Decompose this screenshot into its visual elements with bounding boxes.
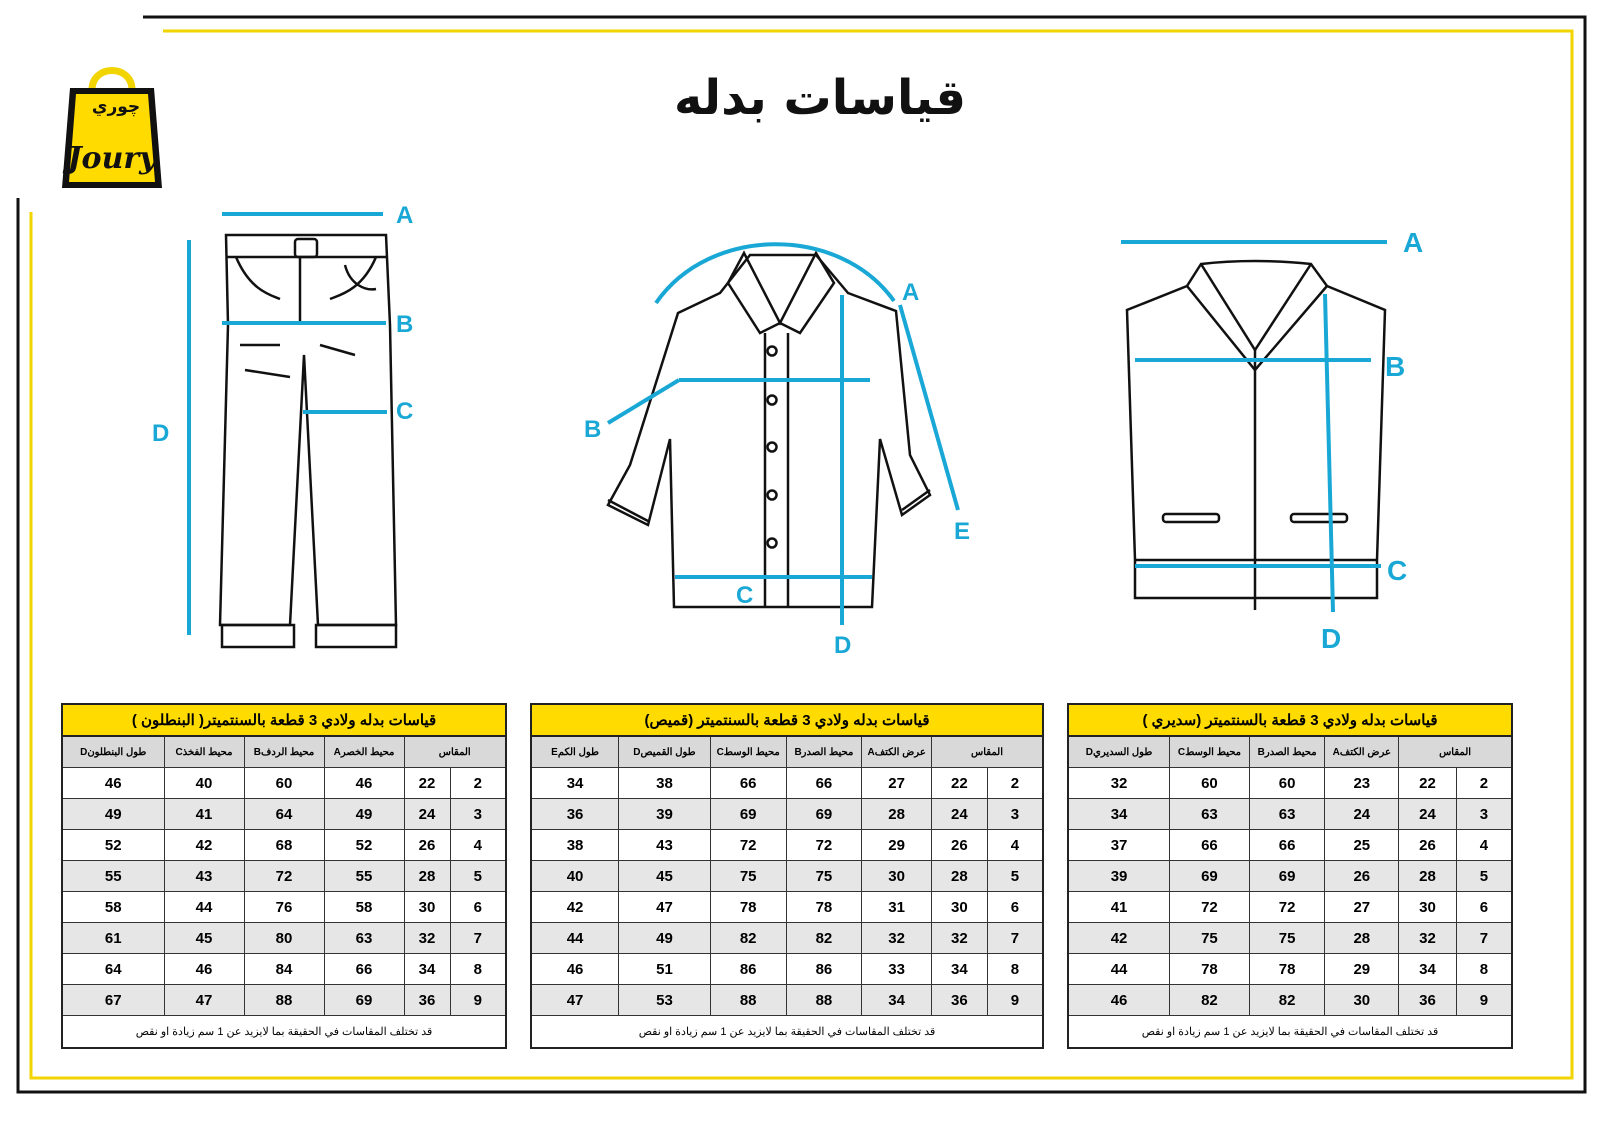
table-cell: 30: [1399, 892, 1457, 923]
table-cell: 72: [244, 861, 324, 892]
brand-logo: [60, 60, 164, 192]
vest-header-b: محيط الصدرB: [1249, 736, 1325, 768]
table-cell: 36: [1399, 985, 1457, 1016]
table-row: [62, 923, 506, 954]
table-row: [531, 799, 1043, 830]
vest-label-d: D: [1321, 623, 1342, 654]
table-row: [531, 861, 1043, 892]
table-row: [1068, 923, 1512, 954]
vest-header-size: المقاس: [1399, 736, 1512, 768]
table-cell: 34: [862, 985, 932, 1016]
table-cell: 34: [1399, 954, 1457, 985]
table-cell: 32: [404, 923, 450, 954]
table-cell: 78: [786, 892, 862, 923]
table-cell: 44: [164, 892, 244, 923]
table-cell: 3: [987, 799, 1043, 830]
vest-header-a: عرض الكتفA: [1325, 736, 1399, 768]
table-cell: 68: [244, 830, 324, 861]
table-cell: 7: [987, 923, 1043, 954]
table-cell: 46: [531, 954, 619, 985]
table-cell: 7: [1456, 923, 1512, 954]
table-cell: 52: [324, 830, 404, 861]
table-cell: 69: [786, 799, 862, 830]
table-cell: 36: [932, 985, 988, 1016]
vest-table-body: [1068, 768, 1512, 1016]
table-cell: 6: [987, 892, 1043, 923]
table-cell: 9: [1456, 985, 1512, 1016]
table-cell: 53: [619, 985, 711, 1016]
table-cell: 42: [1068, 923, 1170, 954]
table-cell: 43: [619, 830, 711, 861]
shirt-label-a: A: [902, 279, 920, 306]
vest-diagram: [1115, 220, 1435, 660]
table-cell: 2: [1456, 768, 1512, 799]
table-cell: 72: [786, 830, 862, 861]
shirt-header-b: محيط الصدرB: [786, 736, 862, 768]
table-cell: 39: [619, 799, 711, 830]
table-cell: 75: [1249, 923, 1325, 954]
pants-label-c: C: [396, 398, 414, 425]
table-cell: 42: [164, 830, 244, 861]
table-row: [1068, 892, 1512, 923]
table-row: [62, 799, 506, 830]
table-cell: 3: [450, 799, 506, 830]
vest-header-c: محيط الوسطC: [1170, 736, 1250, 768]
table-cell: 2: [450, 768, 506, 799]
shirt-header-a: عرض الكتفA: [862, 736, 932, 768]
vest-header-d: طول السديريD: [1068, 736, 1170, 768]
table-cell: 63: [1170, 799, 1250, 830]
table-cell: 26: [932, 830, 988, 861]
table-cell: 34: [932, 954, 988, 985]
table-cell: 52: [62, 830, 164, 861]
shirt-header-size: المقاس: [932, 736, 1043, 768]
table-cell: 41: [164, 799, 244, 830]
table-cell: 69: [1249, 861, 1325, 892]
table-cell: 29: [862, 830, 932, 861]
table-cell: 49: [62, 799, 164, 830]
table-cell: 34: [531, 768, 619, 799]
table-cell: 38: [619, 768, 711, 799]
table-cell: 46: [164, 954, 244, 985]
table-row: [1068, 985, 1512, 1016]
table-cell: 28: [404, 861, 450, 892]
table-cell: 66: [710, 768, 786, 799]
table-cell: 49: [619, 923, 711, 954]
table-cell: 88: [786, 985, 862, 1016]
table-cell: 88: [710, 985, 786, 1016]
pants-header-a: محيط الخصرA: [324, 736, 404, 768]
table-cell: 28: [1325, 923, 1399, 954]
table-row: [1068, 861, 1512, 892]
table-row: [62, 985, 506, 1016]
table-cell: 22: [404, 768, 450, 799]
table-cell: 82: [710, 923, 786, 954]
table-cell: 28: [932, 861, 988, 892]
table-cell: 30: [862, 861, 932, 892]
table-cell: 5: [1456, 861, 1512, 892]
table-row: [62, 861, 506, 892]
table-cell: 8: [450, 954, 506, 985]
page-title: قياسات بدله: [673, 70, 967, 126]
table-cell: 26: [1399, 830, 1457, 861]
table-cell: 31: [862, 892, 932, 923]
table-cell: 61: [62, 923, 164, 954]
table-cell: 66: [1249, 830, 1325, 861]
table-cell: 46: [62, 768, 164, 799]
shirt-label-c: C: [736, 582, 754, 609]
pants-table-note: قد تختلف المقاسات في الحقيقة بما لايزيد عن 1 سم زيادة او نقص: [62, 1016, 506, 1049]
table-cell: 67: [62, 985, 164, 1016]
table-cell: 26: [404, 830, 450, 861]
table-cell: 36: [404, 985, 450, 1016]
table-row: [1068, 799, 1512, 830]
table-cell: 63: [1249, 799, 1325, 830]
pants-diagram: [140, 195, 440, 665]
table-cell: 39: [1068, 861, 1170, 892]
table-row: [531, 892, 1043, 923]
table-cell: 76: [244, 892, 324, 923]
pants-label-d: D: [152, 420, 170, 447]
table-cell: 44: [531, 923, 619, 954]
pants-header-size: المقاس: [404, 736, 506, 768]
table-cell: 55: [324, 861, 404, 892]
table-cell: 51: [619, 954, 711, 985]
shirt-label-e: E: [954, 518, 971, 545]
table-cell: 22: [932, 768, 988, 799]
table-cell: 78: [1170, 954, 1250, 985]
table-cell: 45: [619, 861, 711, 892]
table-row: [531, 768, 1043, 799]
table-row: [531, 830, 1043, 861]
table-cell: 75: [1170, 923, 1250, 954]
table-cell: 8: [987, 954, 1043, 985]
table-cell: 78: [710, 892, 786, 923]
pants-size-table: [61, 703, 507, 1049]
table-cell: 34: [1068, 799, 1170, 830]
shirt-table-note: قد تختلف المقاسات في الحقيقة بما لايزيد عن 1 سم زيادة او نقص: [531, 1016, 1043, 1049]
table-cell: 9: [987, 985, 1043, 1016]
table-cell: 37: [1068, 830, 1170, 861]
table-cell: 47: [619, 892, 711, 923]
table-cell: 23: [1325, 768, 1399, 799]
table-cell: 82: [1170, 985, 1250, 1016]
table-cell: 80: [244, 923, 324, 954]
table-cell: 60: [1249, 768, 1325, 799]
table-cell: 40: [164, 768, 244, 799]
table-cell: 60: [244, 768, 324, 799]
table-cell: 24: [404, 799, 450, 830]
table-cell: 58: [324, 892, 404, 923]
table-cell: 84: [244, 954, 324, 985]
table-row: [62, 768, 506, 799]
table-cell: 66: [324, 954, 404, 985]
shirt-label-d: D: [834, 632, 852, 659]
brand-latin: Joury: [67, 141, 157, 176]
table-cell: 27: [1325, 892, 1399, 923]
table-cell: 78: [1249, 954, 1325, 985]
table-cell: 58: [62, 892, 164, 923]
table-cell: 86: [786, 954, 862, 985]
table-cell: 64: [62, 954, 164, 985]
table-cell: 46: [324, 768, 404, 799]
table-cell: 86: [710, 954, 786, 985]
table-cell: 55: [62, 861, 164, 892]
table-cell: 49: [324, 799, 404, 830]
table-cell: 46: [1068, 985, 1170, 1016]
table-cell: 32: [862, 923, 932, 954]
table-cell: 30: [932, 892, 988, 923]
pants-label-a: A: [396, 202, 414, 229]
vest-label-a: A: [1403, 227, 1424, 258]
table-cell: 25: [1325, 830, 1399, 861]
table-cell: 3: [1456, 799, 1512, 830]
table-cell: 72: [1170, 892, 1250, 923]
shirt-table-body: [531, 768, 1043, 1016]
table-row: [531, 923, 1043, 954]
table-cell: 45: [164, 923, 244, 954]
pants-header-c: محيط الفخذC: [164, 736, 244, 768]
table-cell: 34: [404, 954, 450, 985]
table-cell: 72: [710, 830, 786, 861]
table-cell: 43: [164, 861, 244, 892]
pants-label-b: B: [396, 311, 414, 338]
pants-header-d: طول البنطلونD: [62, 736, 164, 768]
table-cell: 30: [404, 892, 450, 923]
shirt-size-table: [530, 703, 1044, 1049]
table-cell: 69: [710, 799, 786, 830]
table-cell: 32: [932, 923, 988, 954]
table-cell: 8: [1456, 954, 1512, 985]
table-cell: 69: [324, 985, 404, 1016]
table-cell: 38: [531, 830, 619, 861]
table-cell: 4: [450, 830, 506, 861]
table-cell: 63: [324, 923, 404, 954]
table-cell: 24: [1399, 799, 1457, 830]
table-cell: 75: [710, 861, 786, 892]
table-cell: 41: [1068, 892, 1170, 923]
table-row: [531, 954, 1043, 985]
table-cell: 72: [1249, 892, 1325, 923]
vest-size-table: [1067, 703, 1513, 1049]
table-cell: 4: [1456, 830, 1512, 861]
table-cell: 32: [1399, 923, 1457, 954]
table-cell: 66: [1170, 830, 1250, 861]
table-cell: 82: [786, 923, 862, 954]
table-cell: 2: [987, 768, 1043, 799]
table-cell: 33: [862, 954, 932, 985]
table-cell: 64: [244, 799, 324, 830]
shirt-label-b: B: [584, 416, 602, 443]
table-cell: 32: [1068, 768, 1170, 799]
brand-arabic: چوري: [91, 97, 141, 117]
table-row: [1068, 830, 1512, 861]
table-row: [1068, 768, 1512, 799]
table-cell: 4: [987, 830, 1043, 861]
table-cell: 88: [244, 985, 324, 1016]
vest-table-title: قياسات بدله ولادي 3 قطعة بالسنتميتر (سديري ): [1068, 704, 1512, 736]
table-row: [531, 985, 1043, 1016]
shirt-header-d: طول القميصD: [619, 736, 711, 768]
vest-label-b: B: [1385, 351, 1406, 382]
pants-table-body: [62, 768, 506, 1016]
table-cell: 26: [1325, 861, 1399, 892]
shirt-diagram: [580, 225, 1000, 665]
pants-table-title: قياسات بدله ولادي 3 قطعة بالسنتميتر( البنطلون ): [62, 704, 506, 736]
table-cell: 82: [1249, 985, 1325, 1016]
table-cell: 27: [862, 768, 932, 799]
shirt-header-c: محيط الوسطC: [710, 736, 786, 768]
table-cell: 7: [450, 923, 506, 954]
table-cell: 36: [531, 799, 619, 830]
shirt-header-e: طول الكمE: [531, 736, 619, 768]
table-cell: 40: [531, 861, 619, 892]
table-cell: 75: [786, 861, 862, 892]
table-cell: 24: [932, 799, 988, 830]
table-cell: 47: [164, 985, 244, 1016]
table-row: [1068, 954, 1512, 985]
table-cell: 5: [987, 861, 1043, 892]
table-row: [62, 830, 506, 861]
vest-table-note: قد تختلف المقاسات في الحقيقة بما لايزيد عن 1 سم زيادة او نقص: [1068, 1016, 1512, 1049]
table-row: [62, 954, 506, 985]
table-cell: 60: [1170, 768, 1250, 799]
table-cell: 6: [450, 892, 506, 923]
table-cell: 44: [1068, 954, 1170, 985]
pants-header-b: محيط الردفB: [244, 736, 324, 768]
table-row: [62, 892, 506, 923]
vest-label-c: C: [1387, 555, 1408, 586]
table-cell: 24: [1325, 799, 1399, 830]
table-cell: 47: [531, 985, 619, 1016]
table-cell: 6: [1456, 892, 1512, 923]
table-cell: 29: [1325, 954, 1399, 985]
table-cell: 66: [786, 768, 862, 799]
table-cell: 5: [450, 861, 506, 892]
table-cell: 9: [450, 985, 506, 1016]
table-cell: 42: [531, 892, 619, 923]
shirt-table-title: قياسات بدله ولادي 3 قطعة بالسنتميتر (قميص): [531, 704, 1043, 736]
table-cell: 28: [862, 799, 932, 830]
table-cell: 69: [1170, 861, 1250, 892]
table-cell: 22: [1399, 768, 1457, 799]
table-cell: 28: [1399, 861, 1457, 892]
table-cell: 30: [1325, 985, 1399, 1016]
